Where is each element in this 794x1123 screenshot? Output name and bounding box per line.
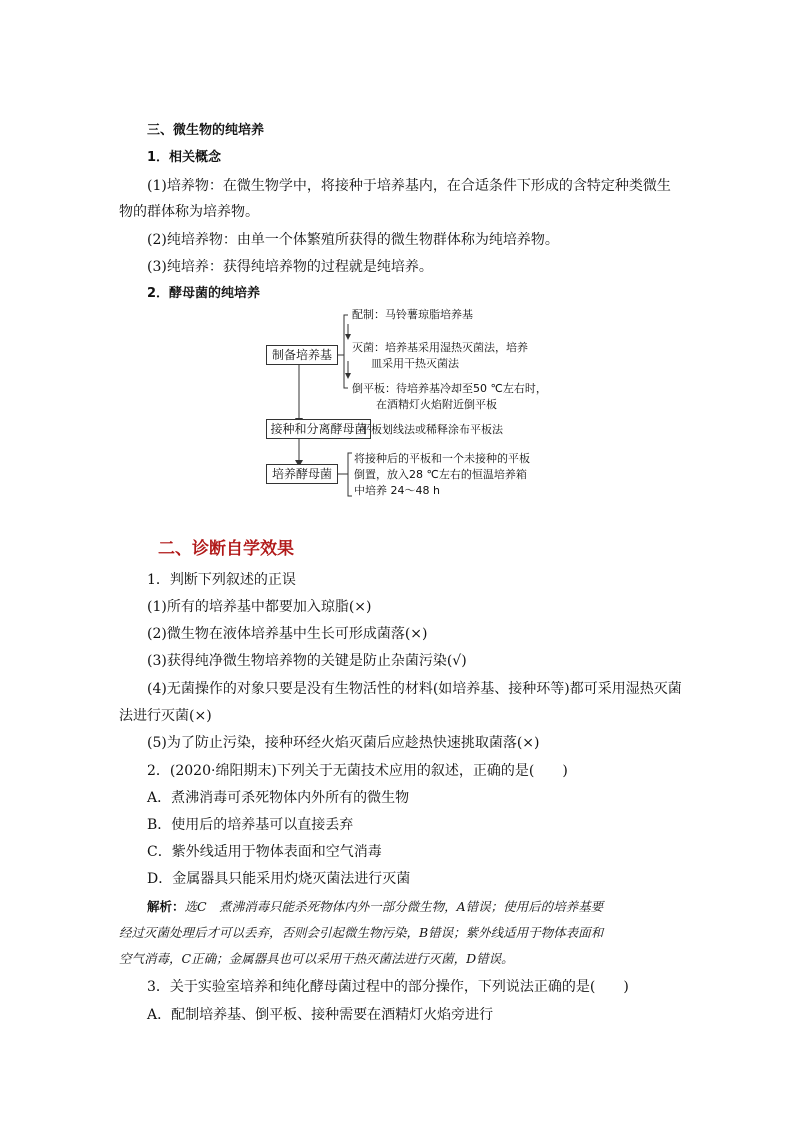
step-inoculation-methods: 平板划线法或稀释涂布平板法 (360, 423, 503, 436)
step-culture-line1: 将接种后的平板和一个未接种的平板 (354, 452, 530, 465)
step-culture-line3: 中培养 24～48 h (354, 484, 440, 497)
section-heading-diagnosis: 二、诊断自学效果 (158, 539, 294, 559)
question-1: 1．判断下列叙述的正误 (147, 572, 296, 588)
step-pour-plate-line2: 在酒精灯火焰附近倒平板 (376, 398, 497, 411)
step-sterilize-line2: 皿采用干热灭菌法 (371, 357, 459, 370)
definition-pure-culture-product: (2)纯培养物：由单一个体繁殖所获得的微生物群体称为纯培养物。 (147, 232, 559, 248)
statement-1-4-line2: 法进行灭菌(×) (119, 708, 212, 724)
step-sterilize-line1: 灭菌：培养基采用湿热灭菌法，培养 (352, 341, 528, 354)
box-prepare-medium: 制备培养基 (266, 345, 338, 365)
subheading-yeast-culture: 2．酵母菌的纯培养 (147, 286, 261, 301)
section-heading-pure-culture: 三、微生物的纯培养 (147, 123, 265, 138)
step-prepare: 配制：马铃薯琼脂培养基 (352, 308, 473, 321)
option-2-c: C．紫外线适用于物体表面和空气消毒 (147, 844, 382, 860)
statement-1-4-line1: (4)无菌操作的对象只要是没有生物活性的材料(如培养基、接种环等)都可采用湿热灭菌 (147, 681, 682, 697)
definition-culture-line1: (1)培养物：在微生物学中，将接种于培养基内，在合适条件下形成的含特定种类微生 (147, 178, 671, 194)
option-2-b: B．使用后的培养基可以直接丢弃 (147, 817, 354, 833)
definition-pure-culture: (3)纯培养：获得纯培养物的过程就是纯培养。 (147, 259, 433, 275)
answer-explanation-line1 (147, 897, 603, 917)
step-pour-plate-line1: 倒平板：待培养基冷却至50 ℃左右时， (352, 382, 547, 395)
question-2: 2．(2020·绵阳期末)下列关于无菌技术应用的叙述，正确的是( ) (147, 763, 568, 779)
option-3-a: A．配制培养基、倒平板、接种需要在酒精灯火焰旁进行 (147, 1007, 494, 1023)
yeast-culture-flow-diagram (260, 306, 600, 506)
answer-explanation-line2: 经过灭菌处理后才可以丢弃，否则会引起微生物污染，B错误；紫外线适用于物体表面和 (119, 925, 604, 940)
subheading-concepts: 1．相关概念 (147, 150, 222, 165)
statement-1-1: (1)所有的培养基中都要加入琼脂(×) (147, 599, 372, 615)
option-2-d: D．金属器具只能采用灼烧灭菌法进行灭菌 (147, 871, 411, 887)
option-2-a: A．煮沸消毒可杀死物体内外所有的微生物 (147, 790, 410, 806)
box-culture-yeast: 培养酵母菌 (266, 464, 338, 484)
statement-1-5: (5)为了防止污染，接种环经火焰灭菌后应趁热快速挑取菌落(×) (147, 735, 540, 751)
statement-1-2: (2)微生物在液体培养基中生长可形成菌落(×) (147, 626, 428, 642)
step-culture-line2: 倒置，放入28 ℃左右的恒温培养箱 (354, 468, 527, 481)
box-inoculate-separate: 接种和分离酵母菌 (266, 419, 371, 439)
answer-label: 解析： (147, 899, 185, 914)
statement-1-3: (3)获得纯净微生物培养物的关键是防止杂菌污染(√) (147, 653, 467, 669)
definition-culture-line2: 物的群体称为培养物。 (119, 204, 259, 220)
question-3: 3．关于实验室培养和纯化酵母菌过程中的部分操作，下列说法正确的是( ) (147, 979, 629, 995)
answer-explanation-line3: 空气消毒，C正确；金属器具也可以采用干热灭菌法进行灭菌，D错误。 (119, 951, 514, 966)
answer-text-1: 选C 煮沸消毒只能杀死物体内外一部分微生物，A错误；使用后的培养基要 (184, 899, 604, 914)
